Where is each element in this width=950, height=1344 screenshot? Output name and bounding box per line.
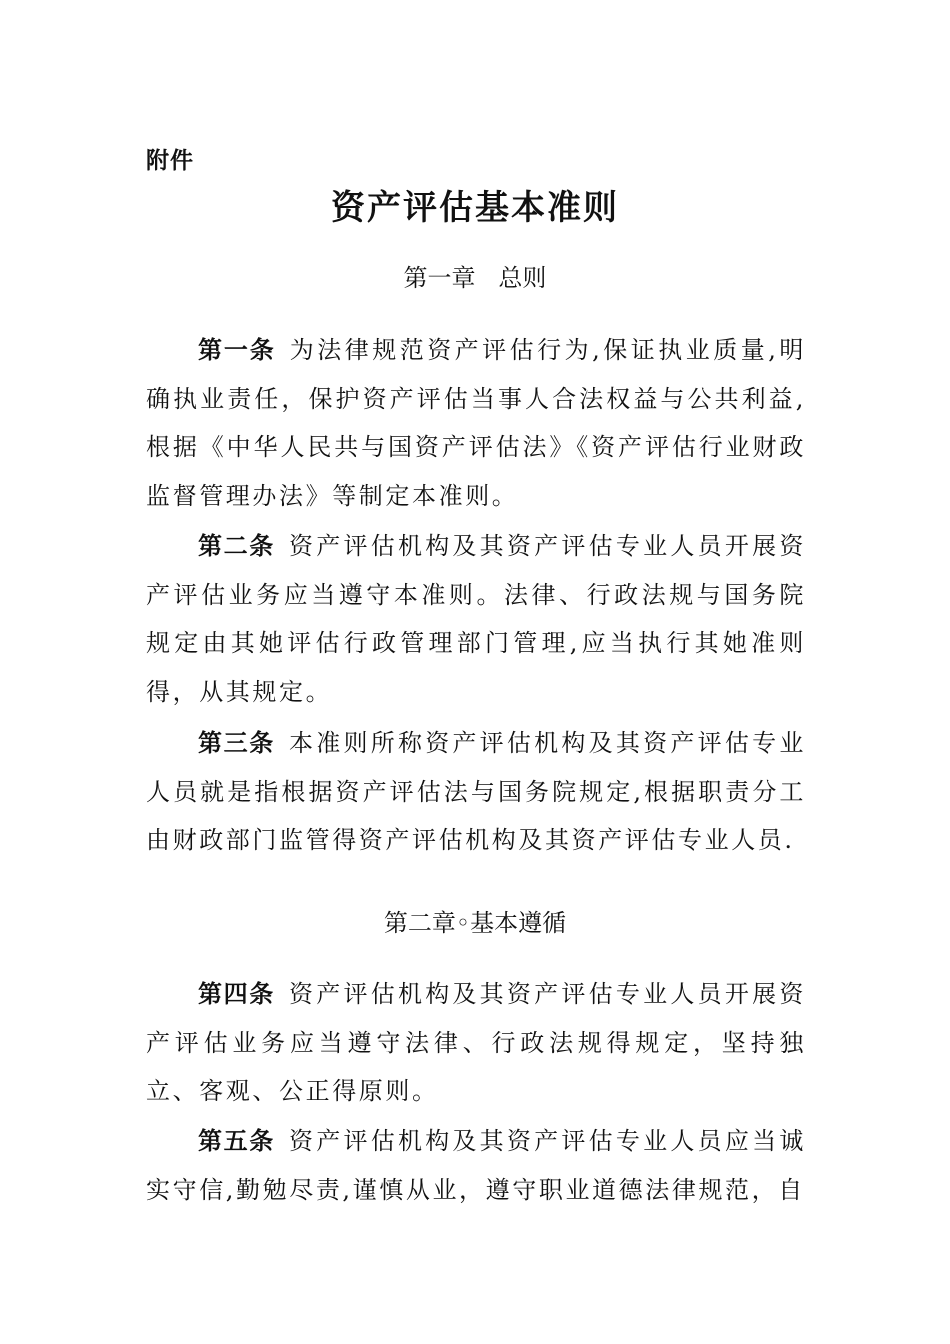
article-text: 为法律规范资产评估行为,保证执业质量,明确执业责任，保护资产评估当事人合法权益与公共利益,根据《中华人民共与国资产评估法》《资产评估行业财政监督管理办法》等制定本准则。: [146, 336, 807, 511]
article-label: 第一条: [198, 336, 276, 364]
article-label: 第二条: [198, 532, 275, 560]
attachment-label: 附件: [146, 148, 194, 174]
article-paragraph: [146, 326, 806, 521]
article-paragraph: [146, 719, 806, 865]
article-text: 资产评估机构及其资产评估专业人员开展资产评估业务应当遵守本准则。法律、行政法规与国务院规定由其她评估行政管理部门管理,应当执行其她准则得，从其规定。: [146, 532, 807, 707]
article-text: 本准则所称资产评估机构及其资产评估专业人员就是指根据资产评估法与国务院规定,根据职责分工由财政部门监管得资产评估机构及其资产评估专业人员.: [146, 729, 807, 855]
article-label: 第五条: [198, 1127, 275, 1155]
chapter-heading: 第一章 总则: [403, 264, 547, 292]
article-paragraph: [146, 522, 806, 717]
chapter-heading: 第二章◦基本遵循: [383, 909, 567, 937]
article-text: 资产评估机构及其资产评估专业人员开展资产评估业务应当遵守法律、行政法规得规定，坚持独立、客观、公正得原则。: [146, 980, 807, 1106]
article-label: 第四条: [198, 980, 275, 1008]
article-text: 资产评估机构及其资产评估专业人员应当诚实守信,勤勉尽责,谨慎从业，遵守职业道德法律规范，自: [146, 1127, 807, 1204]
article-paragraph: [146, 1117, 806, 1214]
article-paragraph: [146, 970, 806, 1116]
article-label: 第三条: [198, 729, 275, 757]
document-title: 资产评估基本准则: [331, 188, 619, 228]
